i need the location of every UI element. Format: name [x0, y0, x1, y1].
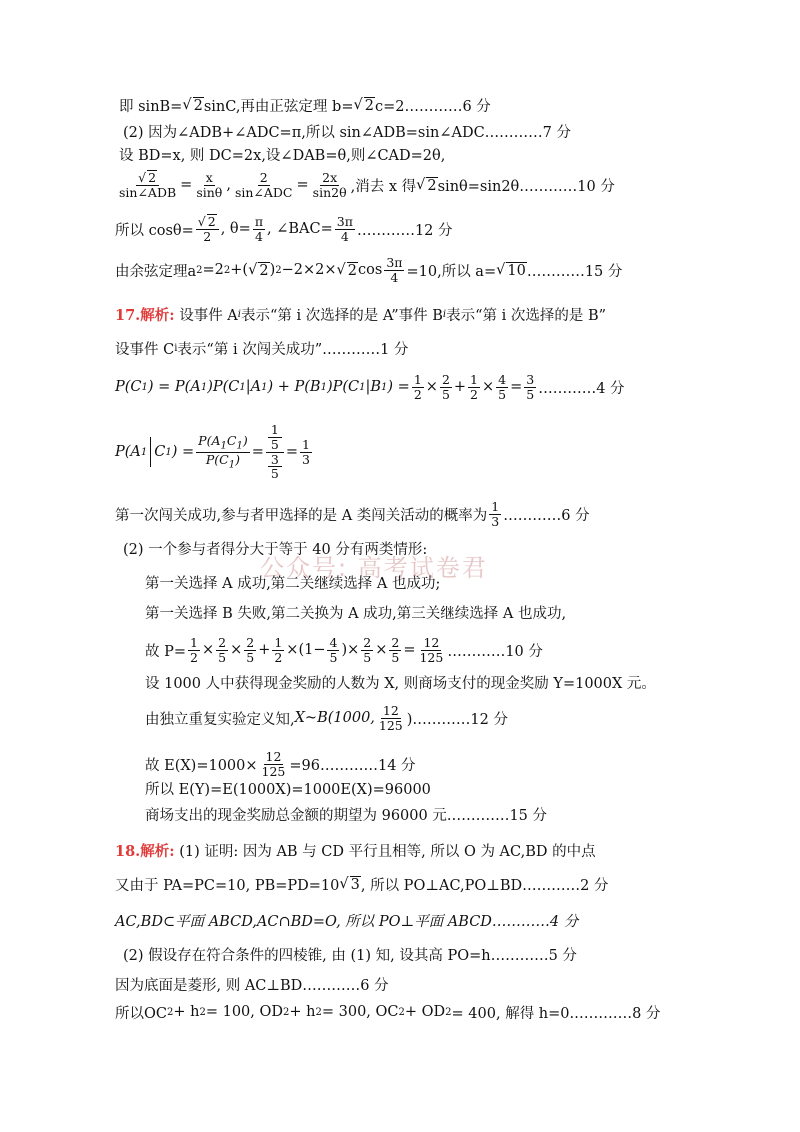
line-event-c [115, 334, 408, 362]
text: 表示“第 i 次选择的是 A”事件 B [241, 307, 443, 324]
line-expectation-x: 故 E(X)=1000× $\frac{12}{125}$ =96…………14 分 [145, 748, 416, 779]
text: = [180, 177, 193, 193]
line-cosine-law: 由余弦定理a 2 =2 2 +( √ 2 ) 2 −2×2× √ 2 cos $\frac{3\pi}{4}$ =10,所以 a= √ 10 …………15 分 [115, 254, 623, 285]
text: 设 1000 人中获得现金奖励的人数为 X, 则商场支付的现金奖励 Y=1000X 元。 [145, 675, 656, 692]
line-sinb: 即 sinB= √ 2 sinC,再由正弦定理 b= √ 2 c=2…………6 分 [119, 91, 491, 119]
line-po-plane [115, 906, 578, 934]
text: 设事件 C [115, 341, 175, 358]
exponent: 2 [223, 264, 231, 276]
text: =10,所以 a= [406, 263, 497, 280]
text: 表示“第 i 次选择的是 B” [446, 307, 607, 324]
text: −2×2× [281, 262, 337, 278]
section-18-heading [115, 836, 596, 864]
text: (2) 因为∠ADB+∠ADC=π,所以 sin∠ADB=sin∠ADC…………7 分 [123, 124, 571, 141]
text: ,消去 x 得 [350, 178, 417, 195]
text: +( [230, 262, 249, 278]
line-part2-cases [123, 534, 427, 562]
fraction: $\frac{\pi}{4}$ [254, 213, 264, 244]
text: , [226, 177, 231, 193]
line-binomial: 由独立重复实验定义知, X~B(1000, $\frac{12}{125}$ )…………12 分 [145, 702, 508, 733]
line-expectation-y [145, 774, 431, 802]
exponent: 2 [275, 264, 282, 276]
text: c=2…………6 分 [374, 98, 491, 115]
text: , 所以 PO⊥AC,PO⊥BD…………2 分 [360, 877, 609, 894]
text: 商场支出的现金奖励总金额的期望为 96000 元.…………15 分 [145, 807, 548, 824]
line-part2-pyramid [123, 940, 577, 968]
radicand: 2 [347, 262, 358, 279]
text: (2) 假设存在符合条件的四棱锥, 由 (1) 知, 设其高 PO=h…………5 分 [123, 947, 577, 964]
text: …………12 分 [356, 222, 453, 239]
text: , θ= [220, 221, 251, 237]
fraction: $\frac{3\pi}{4}$ [336, 213, 353, 244]
text: 所以 cosθ= [115, 222, 194, 239]
fraction: $\frac{√ 2}{2}$ [196, 214, 219, 244]
text: 所以 E(Y)=E(1000X)=1000E(X)=96000 [145, 781, 431, 798]
subscript: i [442, 308, 447, 320]
section-label: 17.解析: [115, 306, 175, 324]
subscript: i [237, 308, 241, 320]
text: …………15 分 [526, 263, 623, 280]
fraction: $\frac{x}{\sin\theta}$ [196, 169, 223, 200]
text: cos [358, 262, 383, 278]
subscript: i [174, 342, 178, 354]
radicand: 3 [350, 876, 360, 893]
line-pa-pc: 又由于 PA=PC=10, PB=PD=10 √ 3 , 所以 PO⊥AC,PO⊥BD…………2 分 [115, 870, 609, 898]
text: 由余弦定理a [115, 263, 197, 280]
line-probability-p: 故 P= $\frac{1}{2}$ × $\frac{2}{5}$ × $\frac{2}{5}$ + $\frac{1}{2}$ ×(1− $\frac{4}{5}$ )× $\frac{2}{5}$ × $\frac{2}{5}$ = $\frac{12}{125}$ …………10 分 [145, 634, 543, 665]
line-conditional-probability: P(A 1 C 1 ) = $\frac{P(A_1C_1)}{P(C_1)}$ = 1 5 3 5 = $\frac{1}{3}$ [115, 422, 310, 482]
text: = [296, 177, 309, 193]
text: (2) 一个参与者得分大于等于 40 分有两类情形: [123, 541, 428, 558]
fraction: $\frac{2}{\text{sin∠ADC}}$ [234, 169, 293, 200]
text: 因为底面是菱形, 则 AC⊥BD…………6 分 [115, 977, 389, 994]
exponent: 2 [196, 264, 203, 276]
text: 表示“第 i 次闯关成功”…………1 分 [177, 341, 409, 358]
text: sinθ=sin2θ…………10 分 [437, 178, 615, 195]
text: 又由于 PA=PC=10, PB=PD=10 [115, 877, 340, 894]
text: 即 sinB= [119, 98, 183, 115]
radicand: 2 [259, 262, 269, 279]
radicand: 10 [507, 262, 526, 279]
text: AC,BD⊂平面 ABCD,AC∩BD=O, 所以 PO⊥平面 ABCD…………4 分 [115, 913, 579, 930]
text: 第一关选择 B 失败,第二关换为 A 成功,第三关继续选择 A 也成功, [145, 605, 567, 622]
fraction: $\frac{√ 2}{\text{sin∠ADB}}$ [119, 170, 177, 200]
line-sine-ratio: $\frac{√ 2}{\text{sin∠ADB}}$ = $\frac{x}{\sin\theta}$ , $\frac{2}{\text{sin∠ADC}}$ = $\frac{2x}{\sin 2\theta}$ ,消去 x 得 √ 2 sinθ=sin2θ…………10 分 [119, 169, 615, 200]
line-rhombus [115, 970, 389, 998]
text: =2 [202, 262, 224, 278]
text: sinC,再由正弦定理 b= [203, 98, 354, 115]
section-17-heading [115, 300, 606, 328]
text: , ∠BAC= [267, 221, 333, 237]
text: 第一次闯关成功,参与者甲选择的是 A 类闯关活动的概率为 [115, 507, 488, 524]
section-label: 18.解析: [115, 842, 175, 860]
text: 第一关选择 A 成功,第二关继续选择 A 也成功; [145, 575, 441, 592]
text: …………6 分 [503, 507, 590, 524]
watermark: 公众号: 高考试卷君 [260, 554, 488, 582]
fraction: $\frac{3\pi}{4}$ [386, 254, 403, 285]
radicand: 2 [364, 97, 374, 114]
text: 设 BD=x, 则 DC=2x,设∠DAB=θ,则∠CAD=2θ, [119, 147, 446, 164]
fraction: $\frac{2x}{\sin 2\theta}$ [312, 169, 347, 200]
text: (1) 证明: 因为 AB 与 CD 平行且相等, 所以 O 为 AC,BD 的中点 [179, 843, 596, 860]
radicand: 2 [427, 177, 437, 194]
line-case1 [145, 568, 440, 596]
line-expectation-total [145, 800, 547, 828]
line-solve-h: 所以OC 2 + h 2 = 100, OD 2 + h 2 = 300, OC 2 + OD 2 = 400, 解得 h=0.…………8 分 [115, 1004, 661, 1022]
line-case2 [145, 598, 566, 626]
line-define-x [145, 668, 656, 696]
radicand: 2 [193, 97, 203, 114]
text: 设事件 A [179, 307, 238, 324]
fraction: $\frac{1}{3}$ [491, 498, 500, 529]
line-total-probability: P(C 1 ) = P(A 1 )P(C 1 |A 1 ) + P(B 1 )P(C 1 |B 1 ) = $\frac{1}{2}$ × $\frac{2}{5}$ + $\frac{1}{2}$ × $\frac{4}{5}$ = $\frac{3}{5}$ …………4 分 [115, 371, 625, 402]
line-cos-theta [115, 206, 453, 252]
line-first-success-prob [115, 494, 590, 534]
text: ) [269, 262, 276, 278]
